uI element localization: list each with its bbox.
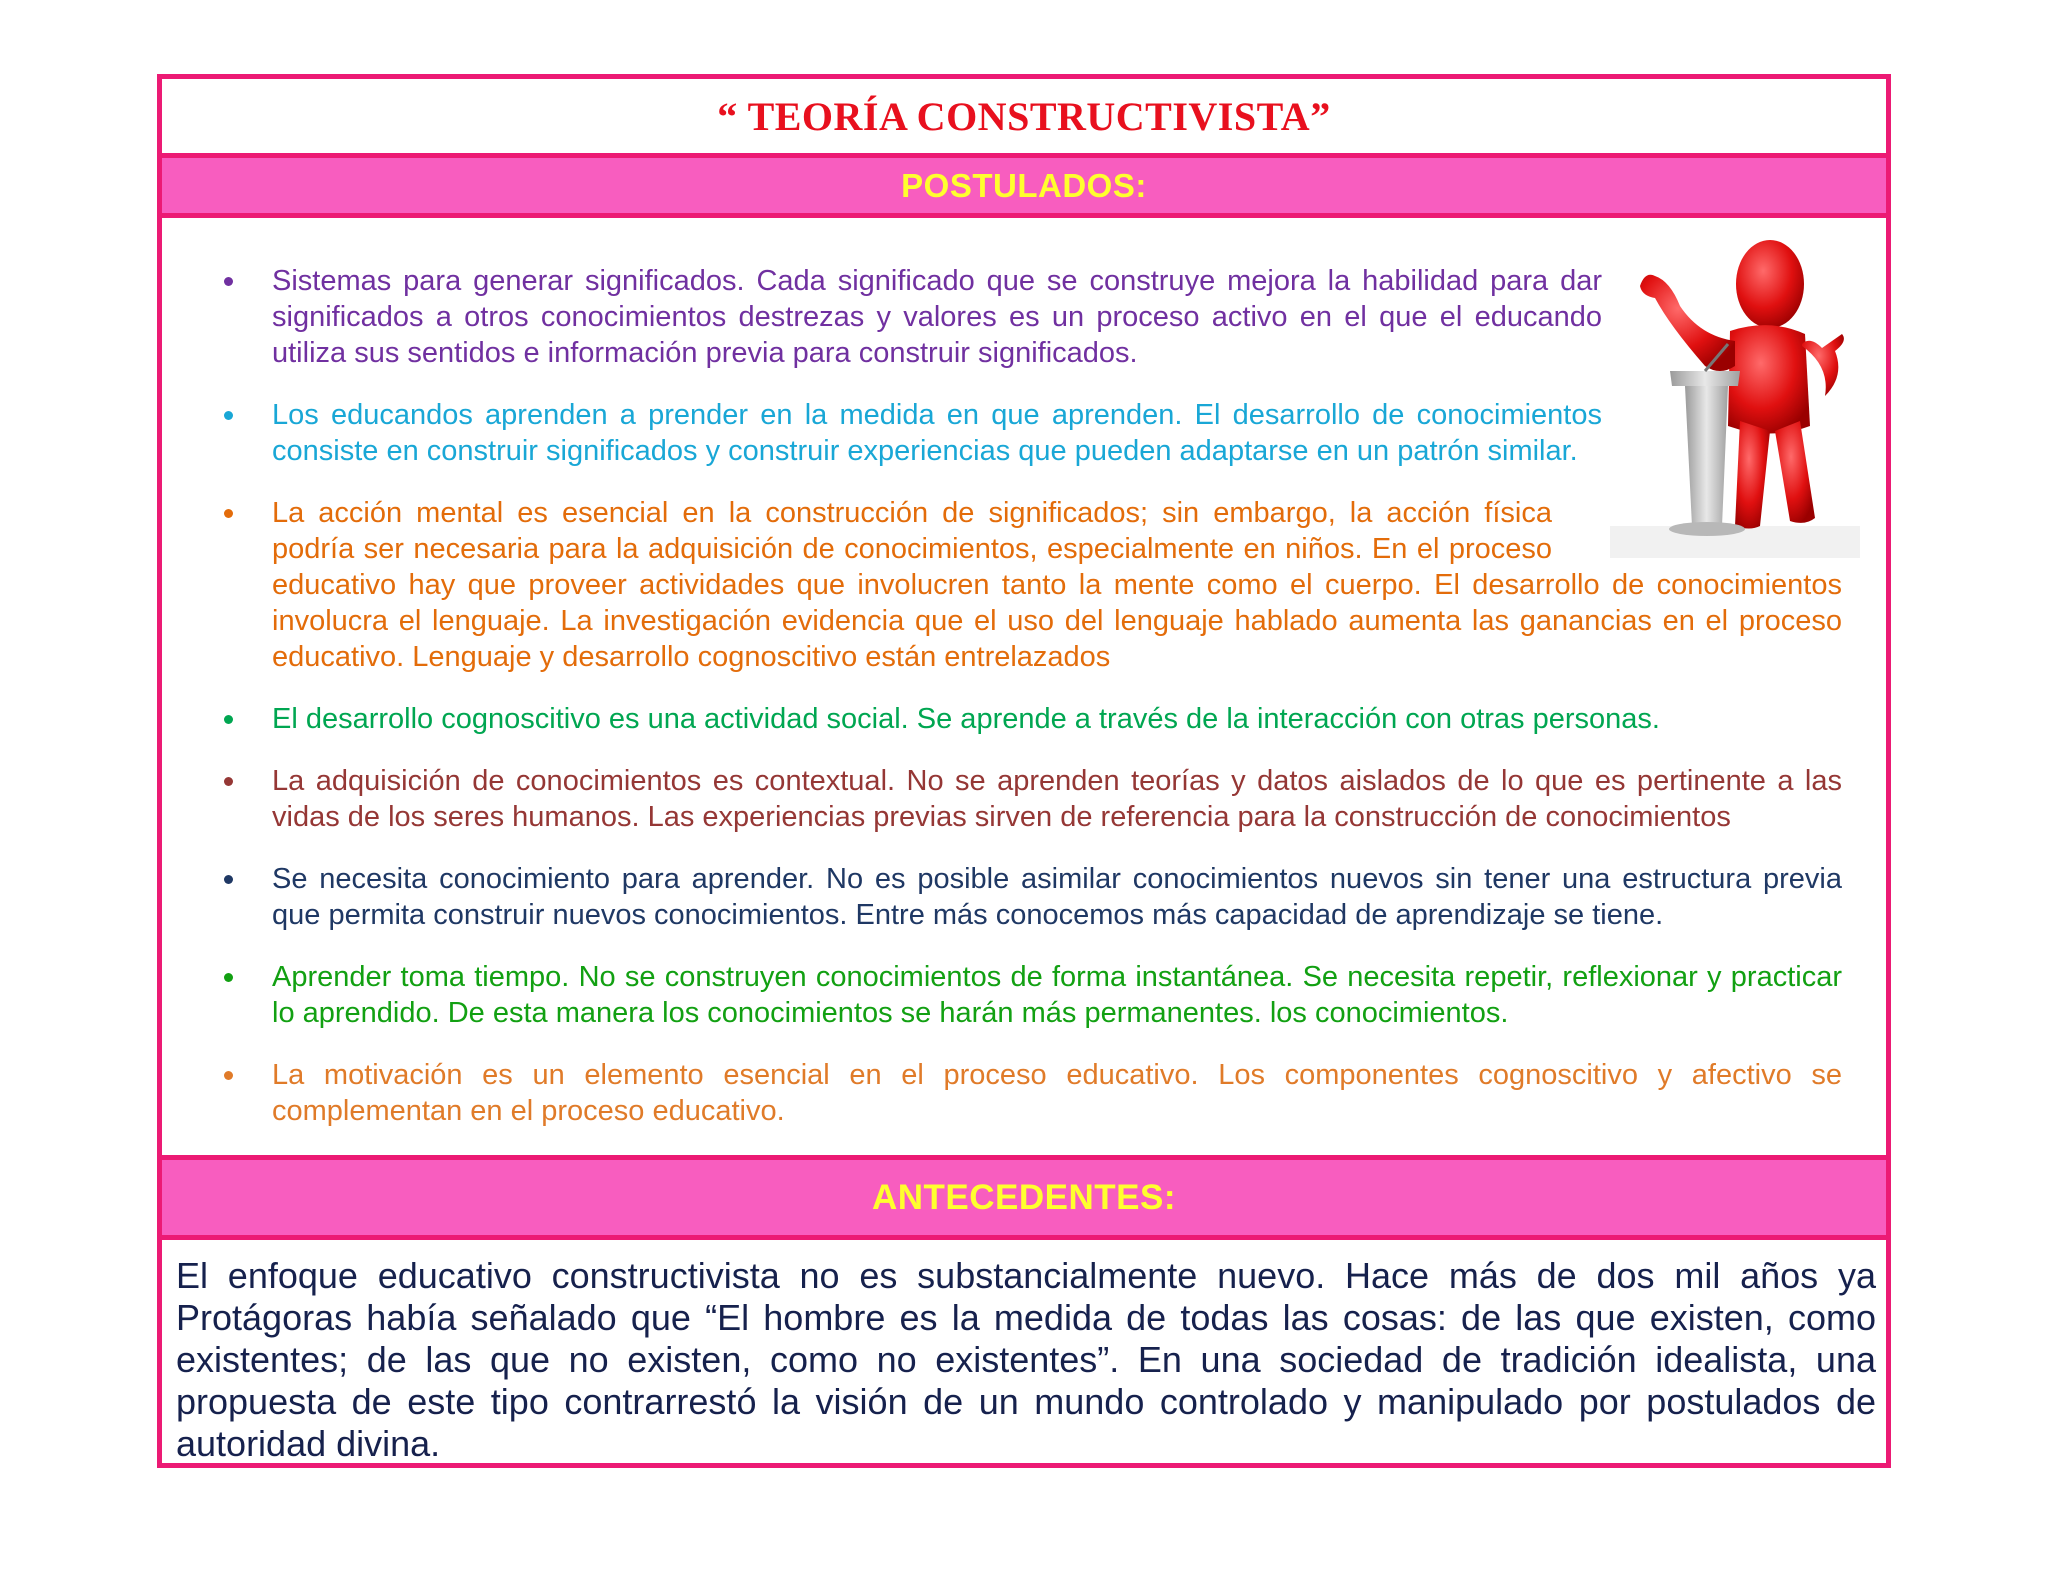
bullet-dot <box>224 509 233 518</box>
list-item <box>222 397 1842 469</box>
page-title: “ TEORÍA CONSTRUCTIVISTA” <box>717 93 1331 139</box>
postulado-text: Aprender toma tiempo. No se construyen conocimientos de forma instantánea. Se necesita repetir, reflexionar y practicar lo aprendido. De esta manera los conocimientos se harán más permanentes. los conocimientos. <box>272 961 1842 1029</box>
antecedentes-text: El enfoque educativo constructivista no es substancialmente nuevo. Hace más de dos mil años ya Protágoras había señalado que “El hombre es la medida de todas las cosas: de las que existen, como existentes; de las que no existen, como no existentes”. En una sociedad de tradición idealista, una propuesta de este tipo contrarrestó la visión de un mundo controlado y manipulado por postulados de autoridad divina. <box>176 1255 1876 1464</box>
postulado-text: La motivación es un elemento esencial en el proceso educativo. Los componentes cognoscitivo y afectivo se complementan en el proceso educativo. <box>272 1059 1842 1127</box>
postulados-section <box>162 218 1886 1155</box>
postulados-header <box>162 158 1886 218</box>
postulado-text: Sistemas para generar significados. Cada significado que se construye mejora la habilidad para dar significados a otros conocimientos destrezas y valores es un proceso activo en el que el educando utiliza sus sentidos e información previa para construir significados. <box>272 265 1602 369</box>
antecedentes-label: ANTECEDENTES: <box>871 1177 1177 1217</box>
postulados-list <box>222 263 1842 1155</box>
bullet-dot <box>224 411 233 420</box>
bullet-dot <box>224 715 233 724</box>
list-item <box>222 959 1842 1031</box>
bullet-dot <box>224 1071 233 1080</box>
document-frame <box>157 74 1891 1468</box>
postulados-label: POSTULADOS: <box>901 166 1147 204</box>
postulado-text <box>272 495 1842 675</box>
postulado-text: El desarrollo cognoscitivo es una actividad social. Se aprende a través de la interacción con otras personas. <box>272 703 1660 735</box>
list-item <box>222 495 1842 675</box>
postulado-text-content: La acción mental es esencial en la construcción de significados; sin embargo, la acción física podría ser necesaria para la adquisición de conocimientos, especialmente en niños. En el proceso educativo hay que proveer actividades que involucren tanto la mente como el cuerpo. El desarrollo de conocimientos involucra el lenguaje. La investigación evidencia que el uso del lenguaje hablado aumenta las ganancias en el proceso educativo. Lenguaje y desarrollo cognoscitivo están entrelazados <box>272 497 1842 673</box>
postulado-text: Se necesita conocimiento para aprender. No es posible asimilar conocimientos nuevos sin tener una estructura previa que permita construir nuevos conocimientos. Entre más conocemos más capacidad de aprendizaje se tiene. <box>272 863 1842 931</box>
postulado-text: La adquisición de conocimientos es contextual. No se aprenden teorías y datos aislados de lo que es pertinente a las vidas de los seres humanos. Las experiencias previas sirven de referencia para la construcción de conocimientos <box>272 765 1842 833</box>
title-row <box>162 79 1886 158</box>
list-item <box>222 1057 1842 1129</box>
bullet-dot <box>224 875 233 884</box>
list-item <box>222 701 1842 737</box>
bullet-dot <box>224 277 233 286</box>
list-item <box>222 763 1842 835</box>
antecedentes-header <box>162 1155 1886 1240</box>
bullet-dot <box>224 777 233 786</box>
postulado-text: Los educandos aprenden a prender en la medida en que aprenden. El desarrollo de conocimientos consiste en construir significados y construir experiencias que pueden adaptarse en un patrón similar. <box>272 399 1602 467</box>
list-item <box>222 263 1842 371</box>
list-item <box>222 861 1842 933</box>
bullet-dot <box>224 973 233 982</box>
